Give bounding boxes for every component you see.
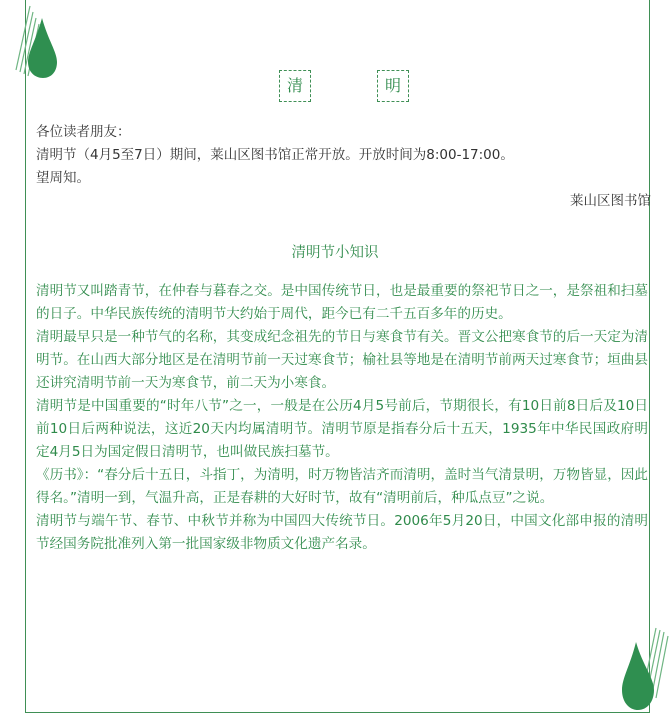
notice-signature: 莱山区图书馆 — [570, 193, 651, 209]
knowledge-paragraph: 清明节又叫踏青节，在仲春与暮春之交。是中国传统节日，也是最重要的祭祀节日之一，是祭祖和扫墓的日子。中华民族传统的清明节大约始于周代，距今已有二千五百多年的历史。 — [36, 283, 648, 322]
raindrop-leaf-decoration-icon — [612, 624, 670, 724]
notice-section — [36, 121, 651, 213]
notice-body: 清明节（4月5至7日）期间，莱山区图书馆正常开放。开放时间为8:00-17:00。 — [36, 147, 514, 163]
notice-greeting: 各位读者朋友： — [36, 124, 131, 140]
knowledge-paragraph: 《历书》：“春分后十五日，斗指丁，为清明，时万物皆洁齐而清明，盖时当气清景明，万物皆显，因此得名。”清明一到，气温升高，正是春耕的大好时节，故有“清明前后，种瓜点豆”之说。 — [36, 467, 648, 506]
knowledge-paragraph: 清明最早只是一种节气的名称，其变成纪念祖先的节日与寒食节有关。晋文公把寒食节的后一天定为清明节。在山西大部分地区是在清明节前一天过寒食节；榆社县等地是在清明节前两天过寒食节；垣曲县还讲究清明节前一天为寒食节，前二天为小寒食。 — [36, 329, 648, 391]
notice-closing: 望周知。 — [36, 170, 90, 186]
title-char-box: 清 — [279, 70, 311, 102]
knowledge-paragraph: 清明节是中国重要的“时年八节”之一，一般是在公历4月5号前后，节期很长，有10日前8日后及10日前10日后两种说法，这近20天内均属清明节。清明节原是指春分后十五天，1935年中华民国政府明定4月5日为国定假日清明节，也叫做民族扫墓节。 — [36, 398, 648, 460]
knowledge-title: 清明节小知识 — [291, 245, 379, 261]
knowledge-paragraph: 清明节与端午节、春节、中秋节并称为中国四大传统节日。2006年5月20日，中国文化部申报的清明节经国务院批准列入第一批国家级非物质文化遗产名录。 — [36, 513, 648, 552]
page-title — [0, 70, 670, 102]
title-char-box: 明 — [377, 70, 409, 102]
knowledge-section — [36, 280, 648, 556]
